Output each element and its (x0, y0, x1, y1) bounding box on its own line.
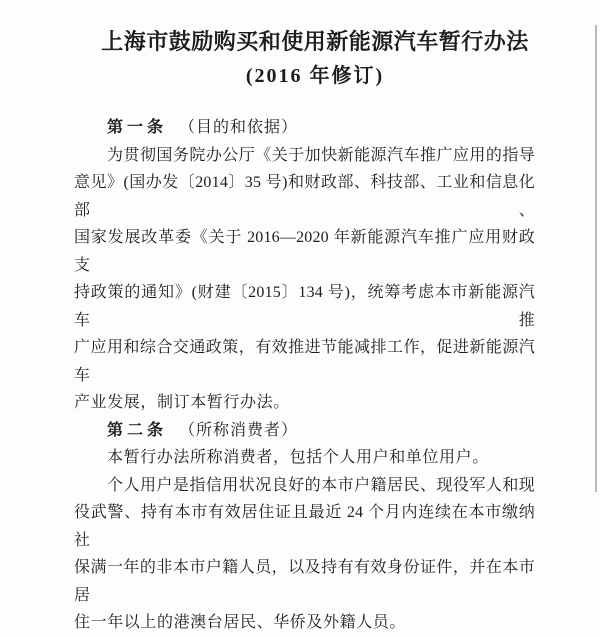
page-edge-line (595, 25, 597, 492)
article-number: 第二条 (107, 421, 168, 439)
article-note: （所称消费者） (179, 421, 299, 439)
article-note: （目的和依据） (179, 119, 299, 136)
text-line: 役武警、持有本市有效居住证且最近 24 个月内连续在本市缴纳社 (74, 504, 535, 549)
document-body (74, 114, 535, 637)
article-heading (74, 114, 535, 142)
text-line: 产业发展，制订本暂行办法。 (74, 394, 290, 411)
text-line: 本暂行办法所称消费者，包括个人用户和单位用户。 (107, 449, 489, 466)
text-line: 住一年以上的港澳台居民、华侨及外籍人员。 (74, 614, 407, 631)
text-line: 为贯彻国务院办公厅《关于加快新能源汽车推广应用的指导 (107, 146, 535, 164)
article-number: 第一条 (107, 119, 168, 136)
text-line: 意见》(国办发〔2014〕35 号)和财政部、科技部、工业和信息化部、 (74, 174, 535, 219)
document-page (0, 25, 600, 631)
text-line: 国家发展改革委《关于 2016—2020 年新能源汽车推广应用财政支 (74, 229, 535, 274)
text-line: 广应用和综合交通政策，有效推进节能减排工作，促进新能源汽车 (74, 339, 535, 384)
text-line: 个人用户是指信用状况良好的本市户籍居民、现役军人和现 (107, 476, 535, 494)
text-line: 保满一年的非本市户籍人员，以及持有有效身份证件，并在本市居 (74, 559, 535, 604)
article-heading (74, 417, 535, 445)
document-subtitle: (2016 年修订) (245, 65, 385, 87)
title-block (15, 25, 600, 93)
text-line: 持政策的通知》(财建〔2015〕134 号)，统筹考虑本市新能源汽车推 (74, 284, 535, 329)
document-title: 上海市鼓励购买和使用新能源汽车暂行办法 (101, 29, 529, 54)
